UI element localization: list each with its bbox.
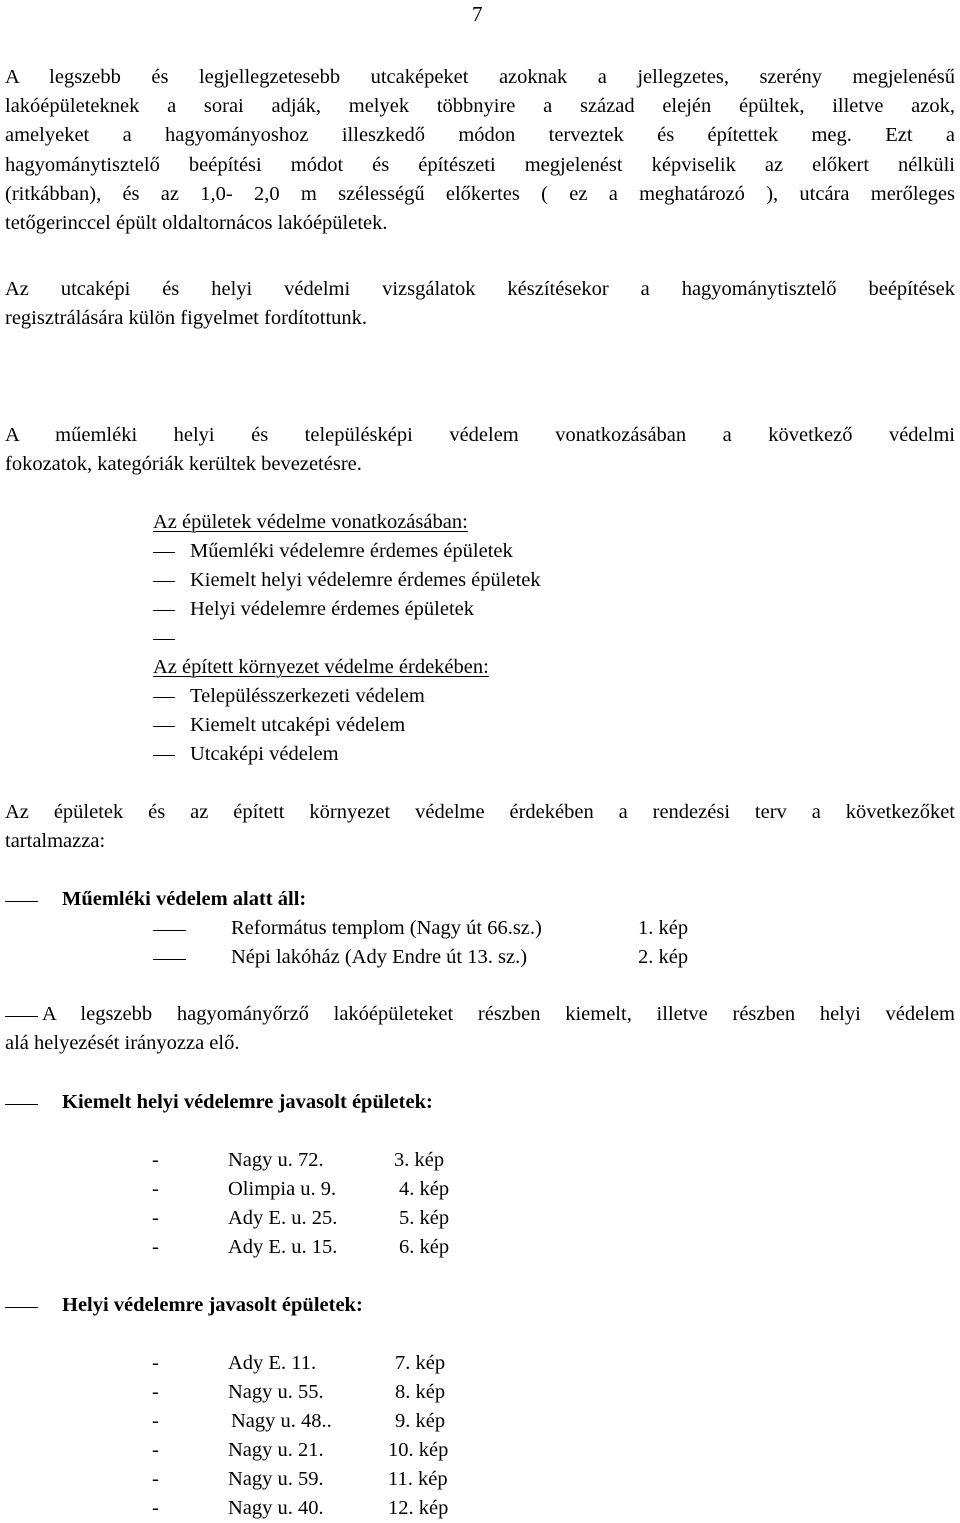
hyphen-bullet: - <box>152 1352 159 1374</box>
text-line: regisztrálására külön figyelmet fordítottunk. <box>5 307 368 330</box>
list-item: Ady E. u. 25. <box>228 1207 338 1229</box>
hyphen-bullet: - <box>152 1468 159 1490</box>
hyphen-bullet: - <box>152 1439 159 1461</box>
hyphen-bullet: - <box>152 1236 159 1258</box>
list-dash <box>5 901 38 902</box>
paragraph-plan <box>5 798 955 856</box>
hyphen-bullet: - <box>152 1207 159 1229</box>
paragraph-proposal <box>42 1000 955 1029</box>
list-item: Nagy u. 21. <box>228 1439 324 1461</box>
list-item: Nagy u. 72. <box>228 1149 324 1171</box>
list-item: Református templom (Nagy út 66.sz.) <box>231 917 542 939</box>
image-ref: 9. kép <box>395 1410 446 1432</box>
text-line: amelyeket a hagyományoshoz illeszkedő módon terveztek és építettek meg. Ezt a <box>5 124 955 147</box>
text-line: A műemléki helyi és településképi védelem vonatkozásában a következő védelmi <box>5 424 955 446</box>
text-line: lakóépületeknek a sorai adják, melyek többnyire a század elején épültek, illetve azok, <box>5 95 955 118</box>
image-ref: 7. kép <box>395 1352 446 1374</box>
hyphen-bullet: - <box>152 1149 159 1171</box>
list-item: Nagy u. 55. <box>228 1381 324 1403</box>
text-line: A legszebb és legjellegzetesebb utcaképeket azoknak a jellegzetes, szerény megjelenésű <box>5 66 955 88</box>
text-line: alá helyezését irányozza elő. <box>5 1032 240 1054</box>
list-item: Nagy u. 48.. <box>231 1410 332 1432</box>
list-dash <box>153 726 175 727</box>
list-item: Műemléki védelemre érdemes épületek <box>190 540 513 562</box>
hyphen-bullet: - <box>152 1497 159 1519</box>
list-item: Nagy u. 40. <box>228 1497 324 1519</box>
list-dash <box>5 1104 38 1105</box>
image-ref: 3. kép <box>394 1149 445 1171</box>
list-item: Kiemelt utcaképi védelem <box>190 714 406 736</box>
text-line: Az utcaképi és helyi védelmi vizsgálatok készítésekor a hagyománytisztelő beépítések <box>5 278 955 300</box>
hyphen-bullet: - <box>152 1381 159 1403</box>
image-ref: 12. kép <box>388 1497 449 1519</box>
list-item: Ady E. u. 15. <box>228 1236 338 1258</box>
list-item: Helyi védelemre érdemes épületek <box>190 598 475 620</box>
hyphen-bullet: - <box>152 1410 159 1432</box>
list-item: Kiemelt helyi védelemre érdemes épületek <box>190 569 541 591</box>
image-ref: 1. kép <box>638 917 689 939</box>
monument-heading: Műemléki védelem alatt áll: <box>62 888 307 910</box>
list-item: Nagy u. 59. <box>228 1468 324 1490</box>
image-ref: 10. kép <box>388 1439 449 1461</box>
text-line: A legszebb hagyományőrző lakóépületeket részben kiemelt, illetve részben helyi védelem <box>42 1003 955 1025</box>
image-ref: 2. kép <box>638 946 689 968</box>
list-item: Településszerkezeti védelem <box>190 685 425 707</box>
list-item: Olimpia u. 9. <box>228 1178 337 1200</box>
list-dash <box>153 552 175 553</box>
local-heading: Helyi védelemre javasolt épületek: <box>62 1294 363 1316</box>
paragraph-levels <box>5 421 955 479</box>
page-number: 7 <box>472 2 483 26</box>
list-item: Ady E. 11. <box>228 1352 317 1374</box>
list-dash <box>153 930 186 931</box>
image-ref: 8. kép <box>395 1381 446 1403</box>
paragraph-intro <box>5 63 955 238</box>
text-line: tartalmazza: <box>5 830 106 853</box>
hyphen-bullet: - <box>152 1178 159 1200</box>
list-dash <box>153 610 175 611</box>
list-dash <box>5 1307 38 1308</box>
list-dash <box>153 639 175 640</box>
text-line: Az épületek és az épített környezet védelme érdekében a rendezési terv a következőket <box>5 801 955 823</box>
image-ref: 5. kép <box>399 1207 450 1229</box>
list-dash <box>153 959 186 960</box>
list-dash <box>153 755 175 756</box>
list-item: Népi lakóház (Ady Endre út 13. sz.) <box>231 946 528 968</box>
list-dash <box>153 581 175 582</box>
image-ref: 4. kép <box>399 1178 450 1200</box>
text-line: (ritkábban), és az 1,0- 2,0 m szélességű előkertes ( ez a meghatározó ), utcára merőleges <box>5 182 955 205</box>
buildings-heading: Az épületek védelme vonatkozásában: <box>153 511 468 533</box>
paragraph-survey <box>5 275 955 333</box>
highlighted-heading: Kiemelt helyi védelemre javasolt épületek: <box>62 1091 433 1113</box>
text-line: hagyománytisztelő beépítési módot és építészeti megjelenést képviselik az előkert nélküli <box>5 153 955 176</box>
environment-heading: Az épített környezet védelme érdekében: <box>153 656 489 678</box>
list-item: Utcaképi védelem <box>190 743 339 765</box>
list-dash <box>153 697 175 698</box>
list-dash <box>5 1016 38 1017</box>
image-ref: 6. kép <box>399 1236 450 1258</box>
image-ref: 11. kép <box>388 1468 448 1490</box>
text-line: tetőgerinccel épült oldaltornácos lakóépületek. <box>5 212 388 235</box>
text-line: fokozatok, kategóriák kerültek bevezetésre. <box>5 453 362 476</box>
